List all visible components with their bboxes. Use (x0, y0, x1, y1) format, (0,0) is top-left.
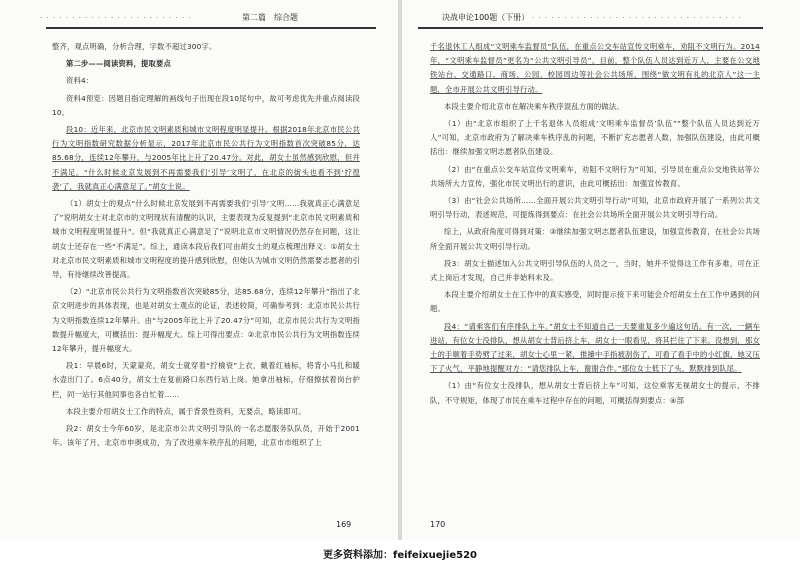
paragraph-4: 段4：“请乘客们有序排队上车。”胡女士不知道自己一天要重复多少遍这句话。有一次，一辆车进站，有位女士没排队，想从胡女士背后挤上车，胡女士一眼看见，将其拦住了下来。没想到，那女士的手顺着手势劈了过来，胡女士心里一紧，推搡中手指被刮伤了，可看了看手中的小红旗，她又压下了火气，平静地提醒对方：“请您排队上车，谢谢合作。”那位女士低下了头，默默排到队尾。 (430, 321, 760, 374)
page-number-left: 169 (336, 520, 352, 529)
right-page (402, 0, 800, 540)
paragraph-2-continued: 千名退休工人组成“文明乘车监督员”队伍，在重点公交车站宣传文明乘车，劝阻不文明行为。2014年，“文明乘车监督员”更名为“公共文明引导员”。目前，整个队伍人员达到近万人，主要在公交地铁站台、交通路口、商场、公园、校园周边等社会公共场所，围绕“做文明有礼的北京人”这一主题，全市开展公共文明引导行动。 (430, 42, 760, 94)
analysis-note-r2: （2）由“在重点公交车站宣传文明乘车，劝阻不文明行为”可知，引导员在重点公交地铁站等公共场所大力宣传，强化市民文明出行的意识，由此可概括出：加强宣传教育。 (430, 164, 760, 188)
right-header-title: 决战申论100题（下册） (442, 13, 530, 22)
analysis-note-2: （2）“北京市民公共行为文明指数首次突破85分，达85.68分，连续12年攀升”指出了北京文明进步的具体表现，也是对胡女士观点的论证，表述较简，可确参考到：北京市民公共行为文明指数连续12年攀升。由“与2005年比上升了20.47分”可知，北京市民公共行为文明指数提升幅度大，可概括出：提升幅度大。综上可得出要点：②北京市民公共行为文明指数连续12年攀升，提升幅度大。 (52, 287, 360, 354)
paragraph-3-summary: 本段主要介绍胡女士在工作中的真实感受，同时提示接下来可能会介绍胡女士在工作中遇到的问题。 (430, 290, 760, 314)
step-heading: 第二步——阅读资料，提取要点 (66, 59, 171, 69)
combined-measures: 综上，从政府角度可得到对策：③继续加强文明志愿者队伍建设，加强宣传教育，在社会公共场所全面开展公共文明引导行动。 (430, 227, 760, 251)
paragraph-1: 段1：早晨6时，天蒙蒙亮，胡女士就穿着“拧檢衰”上衣，戴着红袖标，将背小马扎和暖水壶出门了。6点40分，胡女士在复前路口东西行站上岗。她拿出袖标，仔细擦拭着岗台护栏，同一站行其他同事也各自忙着…… (52, 361, 360, 399)
left-header-title: 第二篇 综合题 (242, 13, 298, 22)
page-number-right: 170 (430, 520, 446, 529)
paragraph-10: 段10：近年来，北京市民文明素质和城市文明程度明显提升。根据2018年北京市民公共行为文明指数研究数据分析显示，2017年北京市民公共行为文明指数首次突破85分，达85.68分，连续12年攀升，与2005年比上升了20.47分。对此，胡女士虽然感到欣慰，但并不满足。“什么时候北京发展到不再需要我们‘引导’文明了，在北京的街头也看不到‘拧徨袭’了，我就真正心满意足了。”胡女士说。 (52, 125, 360, 191)
paragraph-2-summary: 本段主要介绍北京市在解决乘车秩序混乱方面的做法。 (444, 101, 624, 111)
paragraph-3: 段3：胡女士描述加入公共文明引导队伍的人员之一，当时，她并不觉得这工作有多难，可在正式上岗后才发现，自己并非始料未及。 (430, 258, 760, 283)
paragraph-2: 段2：胡女士今年60岁，是北京市公共文明引导队的一名志愿服务队队员，开始于2001年。该年了月，北京市申奥成功，为了改进乘车秩序乱的问题，北京市市组织了上 (52, 424, 360, 448)
material-label: 资料4： (66, 76, 94, 86)
analysis-note-r1: （1）由“北京市组织了上千名退休人员组成‘文明乘车监督员’队伍”“整个队伍人员达到近万人”可知，北京市政府为了解决乘车秩序乱的问题，不断扩充志愿者人数，加强队伍建设，由此可概括出：继续加强文明志愿者队伍建设。 (430, 119, 760, 157)
header-dots-right: · · · · · · · · · · · · · · · · · · · · · · · · · · · · · · · · · (532, 14, 742, 22)
analysis-note-last: （1）由“有位女士没排队，想从胡女士背后挤上车”可知，这位乘客无视胡女士的提示，不排队，不守规矩，体现了市民在乘车过程中存在的问题，可概括得到要点：④部 (430, 381, 760, 405)
paragraph-1-summary: 本段主要介绍胡女士工作的特点，属于背景性资料，无要点，略读即可。 (66, 406, 306, 416)
analysis-note-1: （1）胡女士的观点“什么时候北京发展到不再需要我们‘引导’文明……我就真正心满意足了”说明胡女士对北京市的文明现状有清醒的认识，主要表现为反复提到“北京市民文明素质和城市文明程度明显提升”。但“我就真正心满意足了”说明北京市文明情况仍然存在问题，这让胡女士还存在一些“不满足”。综上，通读本段后我们可由胡女士的观点梳理出释义：①胡女士对北京市民文明素质和城市文明程度的提升感到欣慰，但她认为城市文明仍然需要志愿者的引导，有待继续改善提高。 (52, 199, 360, 280)
intro-line: 整齐，观点明确，分析合理，字数不超过300字。 (52, 42, 217, 51)
left-page-body (52, 40, 360, 453)
left-page (0, 0, 398, 540)
header-dots-left: · · · · · · · · · · · · · · · · · · · · · · · · (40, 14, 192, 22)
right-header-rule (418, 27, 763, 29)
left-header-rule (46, 27, 376, 29)
analysis-note-r3: （3）由“社会公共场所……全面开展公共文明引导行动”可知，北京市政府开展了一系列公共文明引导行动，表述规范，可提炼得到要点：在社会公共场所全面开展公共文明引导行动。 (430, 196, 760, 220)
footer-contact: 更多资料添加：feifeixuejie520 (323, 550, 477, 561)
material-preview: 资料4预览：因题目指定理解的画线句子出现在段10尾句中，故可考虑优先并重点阅读段10。 (52, 93, 360, 117)
right-page-body (430, 40, 760, 411)
